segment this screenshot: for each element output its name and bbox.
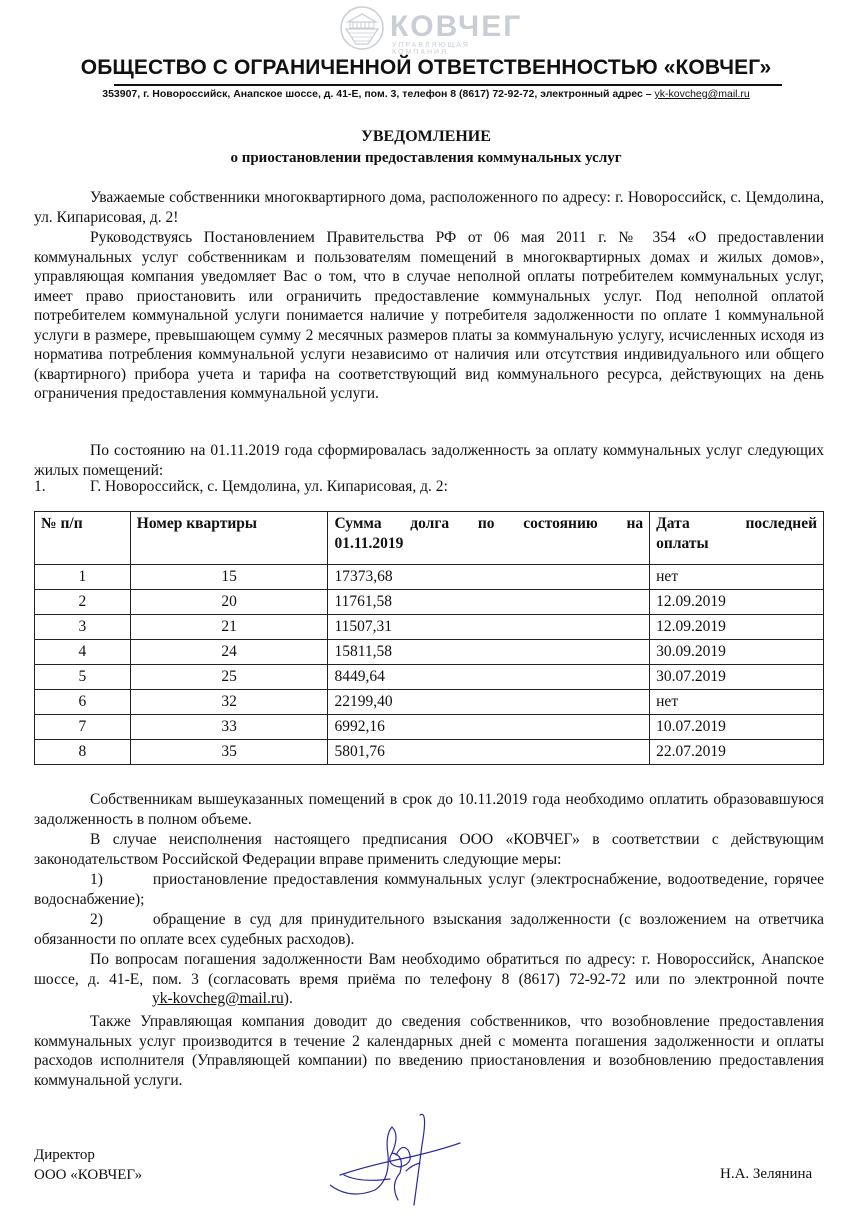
measure-1-item: 1) приостановление предоставления коммунальных услуг (электроснабжение, водоотведение, горячее водоснабжение); bbox=[34, 871, 824, 908]
row-number: 2 bbox=[35, 590, 131, 615]
address-list-item: 1. Г. Новороссийск, с. Цемдолина, ул. Кипарисовая, д. 2: bbox=[34, 478, 448, 495]
signatory-organization: ООО «КОВЧЕГ» bbox=[34, 1167, 143, 1183]
address-text: 353907, г. Новороссийск, Анапское шоссе, д. 41-Е, пом. 3, телефон 8 (8617) 72-92-72, электронный адрес – bbox=[102, 88, 655, 100]
debt-amount: 6992,16 bbox=[328, 715, 650, 740]
table-row bbox=[35, 640, 824, 665]
last-payment-date: нет bbox=[650, 690, 824, 715]
debt-status-paragraph: По состоянию на 01.11.2019 года сформировалась задолженность за оплату коммунальных услуг следующих жилых помещений: bbox=[34, 442, 824, 479]
organization-address bbox=[0, 88, 852, 100]
document-subtitle: о приостановлении предоставления коммунальных услуг bbox=[230, 150, 622, 166]
debt-amount: 22199,40 bbox=[328, 690, 650, 715]
table-header-row bbox=[35, 512, 824, 565]
apartment-number: 20 bbox=[130, 590, 328, 615]
signatory-position: Директор bbox=[34, 1147, 95, 1163]
company-logo bbox=[338, 4, 528, 56]
apartment-number: 32 bbox=[130, 690, 328, 715]
debt-amount: 17373,68 bbox=[328, 565, 650, 590]
handwritten-signature-icon bbox=[330, 1105, 490, 1210]
measure-2-item: 2) обращение в суд для принудительного взыскания задолженности (с возложением на ответчика обязанности по оплате всех судебных расходов). bbox=[34, 911, 824, 948]
apartment-number: 35 bbox=[130, 740, 328, 765]
table-row bbox=[35, 715, 824, 740]
row-number: 7 bbox=[35, 715, 131, 740]
table-row bbox=[35, 665, 824, 690]
payment-deadline-paragraph: Собственникам вышеуказанных помещений в срок до 10.11.2019 года необходимо оплатить образовавшуюся задолженность в полном объеме. bbox=[34, 791, 824, 828]
header-apartment: Номер квартиры bbox=[130, 512, 328, 565]
last-payment-date: 30.09.2019 bbox=[650, 640, 824, 665]
logo-tagline: УПРАВЛЯЮЩАЯ КОМПАНИЯ bbox=[392, 42, 470, 56]
debt-amount: 8449,64 bbox=[328, 665, 650, 690]
debt-table bbox=[34, 511, 824, 765]
apartment-number: 24 bbox=[130, 640, 328, 665]
table-row bbox=[35, 690, 824, 715]
ark-ship-icon bbox=[338, 4, 386, 52]
document-title: УВЕДОМЛЕНИЕ bbox=[361, 128, 491, 145]
table-row bbox=[35, 740, 824, 765]
organization-name: ОБЩЕСТВО С ОГРАНИЧЕННОЙ ОТВЕТСТВЕННОСТЬЮ «КОВЧЕГ» bbox=[80, 56, 772, 79]
table-row bbox=[35, 590, 824, 615]
debt-amount: 15811,58 bbox=[328, 640, 650, 665]
debt-amount: 11507,31 bbox=[328, 615, 650, 640]
signatory-name: Н.А. Зелянина bbox=[720, 1166, 813, 1182]
legal-basis-paragraph: Руководствуясь Постановлением Правительства РФ от 06 мая 2011 г. № 354 «О предоставлении коммунальных услуг собственникам и пользователям помещений в многоквартирных домах и жилых домов», управляющая компания уведомляет Вас о том, что в случае неполной оплаты потребителем коммунальных услуг, имеет право приостановить или ограничить предоставление коммунальных услуг. Под неполной оплатой потребителем коммунальной услуги понимается наличие у потребителя задолженности по оплате 1 коммунальной услуги в размере, превышающем сумму 2 месячных размеров платы за коммунальную услугу, исчисленных исходя из норматива потребления коммунальной услуги независимо от наличия или отсутствия индивидуального или общего (квартирного) прибора учета и тарифа на соответствующий вид коммунального ресурса, действующих на день ограничения предоставления коммунальной услуги. bbox=[34, 229, 824, 402]
signatory-title bbox=[34, 1145, 142, 1185]
row-number: 1 bbox=[35, 565, 131, 590]
greeting-paragraph: Уважаемые собственники многоквартирного дома, расположенного по адресу: г. Новороссийск, с. Цемдолина, ул. Кипарисовая, д. 2! bbox=[34, 189, 824, 226]
last-payment-date: 22.07.2019 bbox=[650, 740, 824, 765]
last-payment-date: 12.09.2019 bbox=[650, 590, 824, 615]
table-row bbox=[35, 615, 824, 640]
row-number: 6 bbox=[35, 690, 131, 715]
header-last-payment: Дата последней оплаты bbox=[650, 512, 824, 565]
apartment-number: 15 bbox=[130, 565, 328, 590]
row-number: 4 bbox=[35, 640, 131, 665]
resumption-paragraph: Также Управляющая компания доводит до сведения собственников, что возобновление предоставления коммунальных услуг производится в течение 2 календарных дней с момента погашения задолженности и оплаты расходов исполнителя (Управляющей компании) по введению приостановления и возобновлению предоставления коммунальной услуги. bbox=[34, 1013, 824, 1089]
apartment-number: 21 bbox=[130, 615, 328, 640]
measures-intro-paragraph: В случае неисполнения настоящего предписания ООО «КОВЧЕГ» в соответствии с действующим законодательством Российской Федерации вправе применить следующие меры: bbox=[34, 831, 824, 868]
row-number: 5 bbox=[35, 665, 131, 690]
header-divider bbox=[114, 84, 782, 86]
row-number: 3 bbox=[35, 615, 131, 640]
row-number: 8 bbox=[35, 740, 131, 765]
debt-amount: 11761,58 bbox=[328, 590, 650, 615]
table-row bbox=[35, 565, 824, 590]
contact-paragraph: По вопросам погашения задолженности Вам необходимо обратиться по адресу: г. Новороссийск, Анапское шоссе, д. 41-Е, пом. 3 (согласовать время приёма по телефону 8 (8617) 72-92-72 или по электронной почтеyk-kovcheg@mail.ru). bbox=[34, 951, 824, 1007]
last-payment-date: 30.07.2019 bbox=[650, 665, 824, 690]
apartment-number: 25 bbox=[130, 665, 328, 690]
logo-wordmark: КОВЧЕГ bbox=[390, 10, 523, 43]
last-payment-date: 10.07.2019 bbox=[650, 715, 824, 740]
email-link[interactable]: yk-kovcheg@mail.ru bbox=[654, 88, 750, 100]
apartment-number: 33 bbox=[130, 715, 328, 740]
debt-amount: 5801,76 bbox=[328, 740, 650, 765]
header-row-number: № п/п bbox=[35, 512, 131, 565]
contact-email-link[interactable]: yk-kovcheg@mail.ru bbox=[152, 990, 284, 1007]
header-debt-amount: Сумма долга по состоянию на 01.11.2019 bbox=[328, 512, 650, 565]
last-payment-date: нет bbox=[650, 565, 824, 590]
last-payment-date: 12.09.2019 bbox=[650, 615, 824, 640]
